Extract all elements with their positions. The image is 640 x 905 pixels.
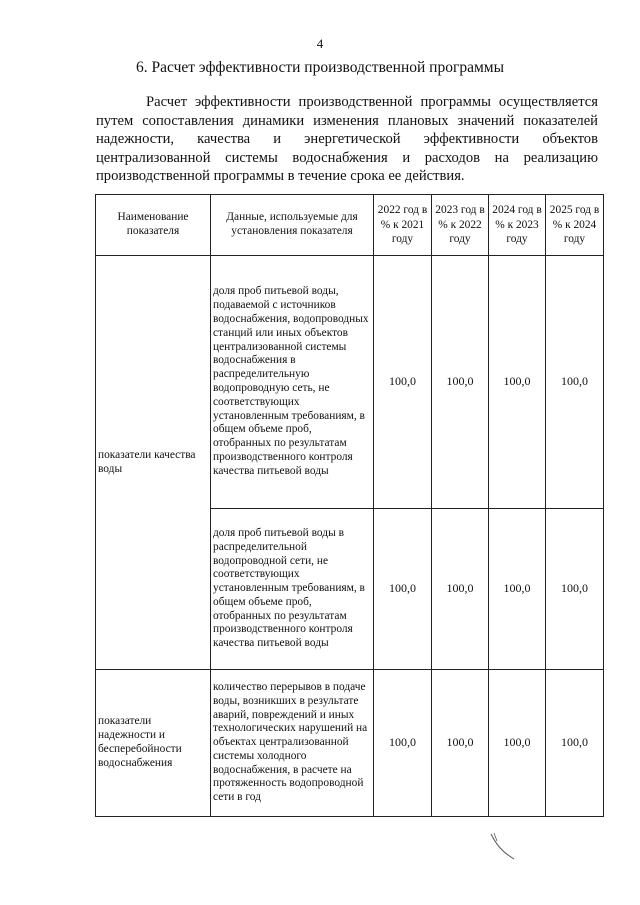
indicator-data-text: количество перерывов в подаче воды, возникших в результате аварий, повреждений и иных технологических нарушений на объектах централизованной системы холодного водоснабжения, в расчете на протяженность водопроводной сети в год bbox=[211, 670, 374, 817]
value-2022: 100,0 bbox=[374, 670, 432, 817]
value-2024: 100,0 bbox=[489, 256, 546, 509]
value-2022: 100,0 bbox=[374, 256, 432, 509]
indicator-data-text: доля проб питьевой воды, подаваемой с источников водоснабжения, водопроводных станций или иных объектов централизованной системы водоснабжения в распределительную водопроводную сеть, не соответствующих установленным требованиям, в общем объеме проб, отобранных по результатам производственного контроля качества питьевой воды bbox=[211, 256, 374, 509]
indicator-data-text: доля проб питьевой воды в распределительной водопроводной сети, не соответствующих установленным требованиям, в общем объеме проб, отобранных по результатам производственного контроля качества питьевой воды bbox=[211, 509, 374, 670]
value-2024: 100,0 bbox=[489, 509, 546, 670]
section-heading: 6. Расчет эффективности производственной программы bbox=[136, 59, 504, 76]
header-indicator-name: Наименование показателя bbox=[96, 195, 211, 256]
table-header-row bbox=[96, 195, 604, 256]
intro-paragraph: Расчет эффективности производственной программы осуществляется путем сопоставления динамики изменения плановых значений показателей надежности, качества и энергетической эффективности объектов централизованной системы водоснабжения и расходов на реализацию производственной программы в течение срока ее действия. bbox=[96, 94, 598, 185]
indicator-group-name: показатели качества воды bbox=[96, 256, 211, 670]
table-row bbox=[96, 670, 604, 817]
value-2025: 100,0 bbox=[546, 256, 604, 509]
header-year-2024: 2024 год в % к 2023 году bbox=[489, 195, 546, 256]
value-2024: 100,0 bbox=[489, 670, 546, 817]
header-year-2023: 2023 год в % к 2022 году bbox=[432, 195, 489, 256]
indicators-table bbox=[95, 194, 604, 817]
table-row bbox=[96, 256, 604, 509]
header-data-used: Данные, используемые для установления показателя bbox=[211, 195, 374, 256]
value-2025: 100,0 bbox=[546, 509, 604, 670]
value-2023: 100,0 bbox=[432, 670, 489, 817]
value-2023: 100,0 bbox=[432, 509, 489, 670]
value-2023: 100,0 bbox=[432, 256, 489, 509]
page-number: 4 bbox=[316, 36, 324, 51]
pen-mark bbox=[488, 832, 518, 862]
indicator-group-name: показатели надежности и бесперебойности водоснабжения bbox=[96, 670, 211, 817]
header-year-2025: 2025 год в % к 2024 году bbox=[546, 195, 604, 256]
value-2025: 100,0 bbox=[546, 670, 604, 817]
value-2022: 100,0 bbox=[374, 509, 432, 670]
header-year-2022: 2022 год в % к 2021 году bbox=[374, 195, 432, 256]
